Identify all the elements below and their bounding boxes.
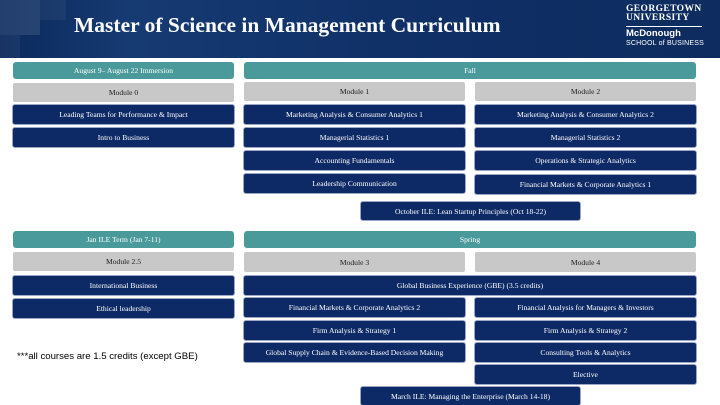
- decorative-square: [0, 35, 20, 58]
- module-0-header: Module 0: [12, 82, 235, 103]
- logo-line-2: UNIVERSITY: [626, 13, 690, 23]
- course-box: Intro to Business: [12, 127, 235, 148]
- logo-line-1: GEORGETOWN: [626, 4, 702, 14]
- october-ile-box: October ILE: Lean Startup Principles (Oct 18-22): [360, 201, 581, 221]
- logo-line-3: McDonough: [626, 28, 681, 39]
- course-box: Firm Analysis & Strategy 1: [243, 320, 466, 341]
- georgetown-logo: [626, 5, 706, 51]
- course-box: International Business: [12, 275, 235, 296]
- course-box: Financial Markets & Corporate Analytics 1: [474, 174, 697, 195]
- credit-note: ***all courses are 1.5 credits (except GBE): [17, 351, 198, 362]
- course-box: Operations & Strategic Analytics: [474, 150, 697, 171]
- term-header-spring: Spring: [244, 231, 696, 248]
- course-box: Accounting Fundamentals: [243, 150, 466, 171]
- term-header-jan: Jan ILE Term (Jan 7-11): [13, 231, 234, 248]
- course-box: Marketing Analysis & Consumer Analytics 2: [474, 104, 697, 125]
- course-box: Elective: [474, 364, 697, 385]
- header-banner: [0, 0, 720, 58]
- course-box: Managerial Statistics 1: [243, 127, 466, 148]
- gbe-box: Global Business Experience (GBE) (3.5 credits): [243, 275, 697, 296]
- course-box: Global Supply Chain & Evidence-Based Decision Making: [243, 342, 466, 363]
- module-2-5-header: Module 2.5: [12, 251, 235, 272]
- course-box: Leading Teams for Performance & Impact: [12, 104, 235, 125]
- course-box: Financial Analysis for Managers & Investors: [474, 297, 697, 318]
- page-title: Master of Science in Management Curriculum: [74, 13, 501, 37]
- logo-line-4: SCHOOL of BUSINESS: [626, 40, 705, 47]
- logo-divider: [626, 26, 702, 27]
- module-3-header: Module 3: [243, 251, 466, 273]
- course-box: Financial Markets & Corporate Analytics 2: [243, 297, 466, 318]
- module-1-header: Module 1: [243, 81, 466, 102]
- module-2-header: Module 2: [474, 81, 697, 102]
- term-header-fall: Fall: [244, 62, 696, 79]
- module-4-header: Module 4: [474, 251, 697, 273]
- course-box: Leadership Communication: [243, 173, 466, 194]
- course-box: Consulting Tools & Analytics: [474, 342, 697, 363]
- march-ile-box: March ILE: Managing the Enterprise (March 14-18): [360, 386, 581, 405]
- course-box: Marketing Analysis & Consumer Analytics 1: [243, 104, 466, 125]
- decorative-square: [0, 0, 40, 35]
- decorative-square: [40, 0, 66, 20]
- course-box: Managerial Statistics 2: [474, 127, 697, 148]
- term-header-immersion: August 9– August 22 Immersion: [13, 62, 234, 79]
- course-box: Ethical leadership: [12, 298, 235, 319]
- course-box: Firm Analysis & Strategy 2: [474, 320, 697, 341]
